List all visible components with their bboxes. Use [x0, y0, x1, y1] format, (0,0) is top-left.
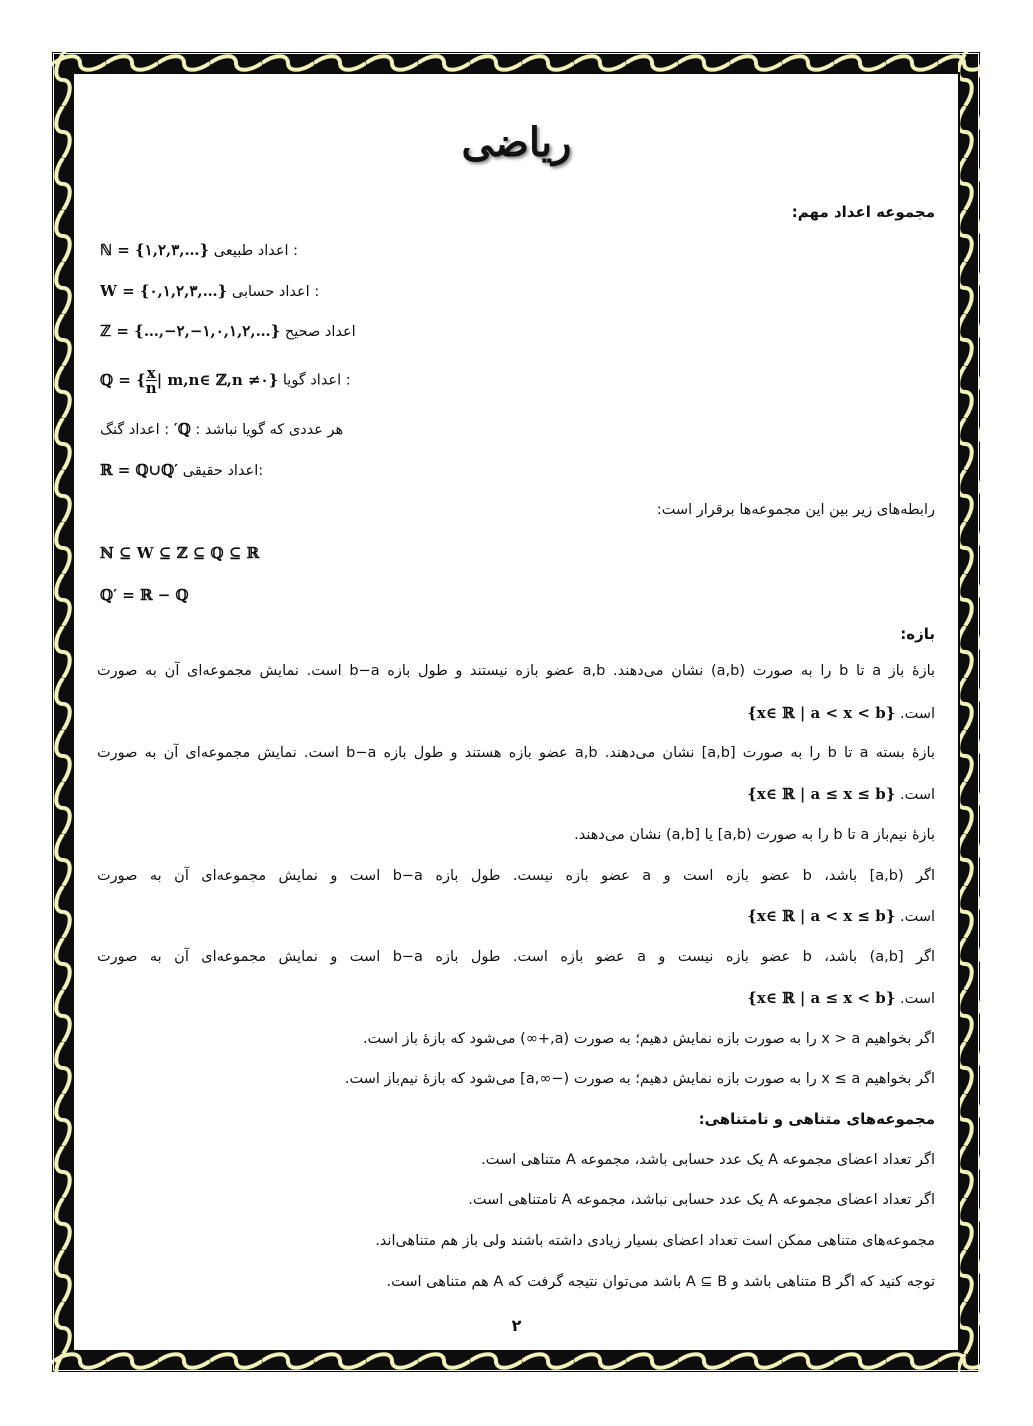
natural-numbers-label: : اعداد طبیعی	[213, 243, 299, 259]
natural-numbers-formula: ℕ = {۱,۲,۳,…}	[100, 241, 210, 259]
closed-interval-paragraph: بازهٔ بسته a تا b را به صورت [a,b] نشان می‌دهند. a,b عضو بازه هستند و طول بازه b−a است. نمایش مجموعه‌ای آن به صورت	[97, 745, 935, 761]
finite-large-note-line: مجموعه‌های متناهی ممکن است تعداد اعضای بسیار زیادی داشته باشند ولی باز هم متناهی‌اند.	[375, 1233, 935, 1249]
page-title: ریاضی	[461, 119, 572, 166]
closed-interval-set-line: است. {x∈ ℝ | a ≤ x ≤ b}	[747, 785, 935, 803]
open-interval-set-line: است. {x∈ ℝ | a < x < b}	[747, 704, 935, 722]
real-numbers-formula: ℝ = ℚ∪ℚ′	[100, 461, 179, 479]
whole-numbers-line	[100, 281, 319, 302]
real-numbers-label: :اعداد حقیقی	[182, 463, 264, 479]
real-numbers-line	[100, 460, 263, 481]
half-open-left-paragraph: اگر [a,b) باشد، b عضو بازه نیست و a عضو بازه است. طول بازه b−a است و نمایش مجموعه‌ای آن به صورت	[97, 949, 935, 965]
subset-finite-note-line: توجه کنید که اگر B متناهی باشد و A ⊆ B باشد می‌توان نتیجه گرفت که A هم متناهی است.	[386, 1274, 935, 1290]
section-heading-intervals: بازه:	[900, 625, 935, 643]
relations-intro: رابطه‌های زیر بین این مجموعه‌ها برقرار است:	[656, 502, 935, 518]
natural-numbers-line	[100, 240, 298, 261]
irrational-definition-formula: ℚ′ = ℝ − ℚ	[100, 586, 189, 604]
rational-numbers-label: : اعداد گویا	[282, 372, 351, 389]
half-open-left-set: {x∈ ℝ | a ≤ x < b}	[747, 989, 896, 1007]
subset-chain-formula: ℕ ⊆ W ⊆ ℤ ⊆ ℚ ⊆ ℝ	[100, 544, 260, 562]
integers-label: اعداد صحیح	[284, 324, 356, 340]
rational-numbers-formula: ℚ = { $\frac{x}{n}$ | m,n∈ ℤ,n ≠۰}	[100, 364, 279, 397]
half-open-right-paragraph: اگر (a,b] باشد، b عضو بازه است و a عضو بازه نیست. طول بازه b−a است و نمایش مجموعه‌ای آن به صورت	[97, 868, 935, 884]
page-number: ۲	[511, 1316, 522, 1335]
closed-interval-set: {x∈ ℝ | a ≤ x ≤ b}	[747, 785, 896, 803]
open-interval-paragraph: بازهٔ باز a تا b را به صورت (a,b) نشان می‌دهند. a,b عضو بازه نیستند و طول بازه b−a است. نمایش مجموعه‌ای آن به صورت	[97, 663, 936, 679]
whole-numbers-label: : اعداد حسابی	[231, 284, 320, 300]
infinite-set-line: اگر تعداد اعضای مجموعه A یک عدد حسابی نباشد، مجموعه A نامتناهی است.	[468, 1192, 935, 1208]
irrational-numbers-line	[100, 419, 343, 440]
half-open-left-set-line: است. {x∈ ℝ | a ≤ x < b}	[747, 989, 935, 1007]
section-heading-number-sets: مجموعه اعداد مهم:	[791, 203, 935, 221]
half-open-intro: بازهٔ نیم‌باز a تا b را به صورت (a,b] یا [a,b) نشان می‌دهند.	[574, 827, 935, 843]
whole-numbers-formula: W = {۰,۱,۲,۳,…}	[100, 282, 228, 300]
infinite-half-open-interval-line: اگر بخواهیم x ≤ a را به صورت بازه نمایش دهیم؛ به صورت (−∞,a] می‌شود که بازهٔ نیم‌باز است.	[344, 1071, 935, 1087]
irrational-numbers-text: هر عددی که گویا نباشد : ℚ′ : اعداد گنگ	[100, 420, 344, 438]
section-heading-finite-infinite: مجموعه‌های متناهی و نامتناهی:	[698, 1110, 935, 1128]
half-open-right-set: {x∈ ℝ | a < x ≤ b}	[747, 907, 896, 925]
half-open-right-set-line: است. {x∈ ℝ | a < x ≤ b}	[747, 907, 935, 925]
open-interval-set: {x∈ ℝ | a < x < b}	[747, 704, 896, 722]
integers-line	[100, 321, 356, 342]
finite-set-line: اگر تعداد اعضای مجموعه A یک عدد حسابی باشد، مجموعه A متناهی است.	[481, 1152, 935, 1168]
rational-numbers-line	[100, 366, 351, 395]
integers-formula: ℤ = {…,−۲,−۱,۰,۱,۲,…}	[100, 322, 281, 340]
infinite-open-interval-line: اگر بخواهیم x > a را به صورت بازه نمایش دهیم؛ به صورت (a,+∞) می‌شود که بازهٔ باز است.	[362, 1031, 935, 1047]
